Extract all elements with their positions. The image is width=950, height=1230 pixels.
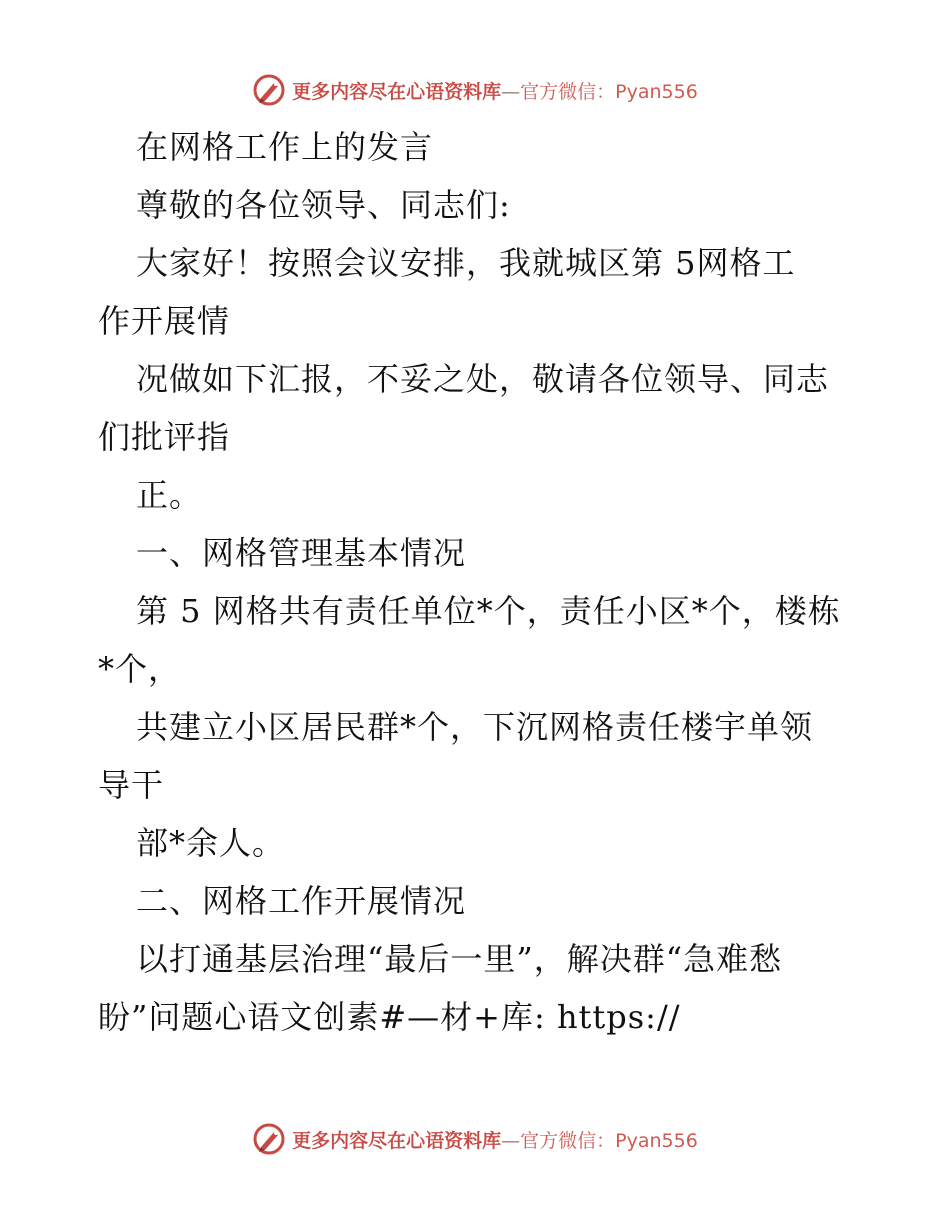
- document-title: 在网格工作上的发言: [136, 128, 434, 166]
- salutation: 尊敬的各位领导、同志们:: [136, 186, 511, 224]
- footer-banner: [0, 1119, 950, 1159]
- paragraph-line: 大家好！按照会议安排，我就城区第 5网格工: [136, 244, 796, 282]
- paragraph-line: 正。: [136, 476, 203, 514]
- paragraph-line: 共建立小区居民群*个，下沉网格责任楼宇单领: [136, 708, 814, 746]
- section-heading: 一、网格管理基本情况: [136, 534, 467, 572]
- paragraph-line: 况做如下汇报，不妥之处，敬请各位领导、同志: [136, 360, 830, 398]
- paragraph-line: 作开展情: [98, 302, 231, 340]
- banner-separator: —: [501, 80, 521, 103]
- header-banner: [0, 70, 950, 110]
- banner-separator: —: [501, 1129, 521, 1152]
- document-body: [98, 118, 858, 1046]
- banner-main-text: 更多内容尽在心语资料库: [292, 1129, 502, 1152]
- paragraph-line: 部*余人。: [136, 824, 286, 862]
- paragraph-line: 以打通基层治理“最后一里”，解决群“急难愁: [136, 940, 783, 978]
- section-heading: 二、网格工作开展情况: [136, 882, 467, 920]
- banner-main-text: 更多内容尽在心语资料库: [292, 80, 502, 103]
- footer-banner-text: [292, 1126, 698, 1153]
- header-banner-text: [292, 77, 698, 104]
- paragraph-line: 们批评指: [98, 418, 231, 456]
- pen-seal-logo-icon: [252, 73, 286, 107]
- banner-wechat-text: 官方微信：Pyan556: [520, 1129, 698, 1152]
- paragraph-line: 盼”问题心语文创素#—材+库: https://: [98, 998, 681, 1036]
- pen-seal-logo-icon: [252, 1122, 286, 1156]
- paragraph-line: 导干: [98, 766, 165, 804]
- paragraph-line: 第 5 网格共有责任单位*个，责任小区*个，楼栋: [136, 592, 841, 630]
- paragraph-line: *个，: [98, 650, 182, 688]
- banner-wechat-text: 官方微信：Pyan556: [520, 80, 698, 103]
